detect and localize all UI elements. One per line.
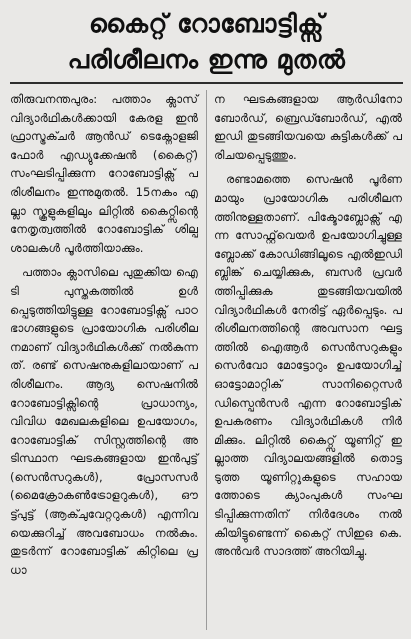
headline-line-1: കൈറ്റ് റോബോട്ടിക്സ്	[89, 9, 324, 38]
headline-line-2: പരിശീലനം ഇന്നു മുതൽ	[67, 45, 346, 74]
left-paragraph-2: പത്താം ക്ലാസിലെ പുതുക്കിയ ഐടി പുസ്തകത്തിൽ ഉൾപ്പെടുത്തിയിട്ടുള്ള റോബോട്ടിക്സ് പാഠഭാഗങ്ങളുടെ പ്രായോഗിക പരിശീലനമാണ് വിദ്യാർഥികൾക്ക് നൽകുന്നത്. രണ്ട് സെഷനുകളിലായാണ് പരിശീലനം. ആദ്യ സെഷനിൽ റോബോട്ടിക്സിന്റെ പ്രാധാന്യം, വിവിധ മേഖലകളിലെ ഉപയോഗം, റോബോട്ടിക് സിസ്റ്റത്തിന്റെ അടിസ്ഥാന ഘടകങ്ങളായ ഇൻപുട്ട് (സെൻസറുകൾ), പ്രോസസർ (മൈക്രോകൺട്രോളറുകൾ), ഔട്ട്പുട്ട് (ആക്ചുവേറ്ററുകൾ) എന്നിവയെക്കുറിച്ച് അവബോധം നൽകും. തുടർന്ന് റോബോട്ടിക് കിറ്റിലെ പ്രധാ	[10, 265, 198, 577]
left-column	[10, 90, 206, 630]
left-paragraph-1: തിരുവനന്തപുരം: പത്താം ക്ലാസ് വിദ്യാർഥികൾക്കായി കേരള ഇൻഫ്രാസ്ട്രക്ചർ ആൻഡ് ടെക്നോളജി ഫോർ എഡ്യുക്കേഷൻ (കൈറ്റ്) സംഘടിപ്പിക്കുന്ന റോബോട്ടിക്സ് പരിശീലനം ഇന്നുമുതൽ. 15നകം എല്ലാ സ്കൂളുകളിലും ലിറ്റിൽ കൈറ്റ്സിന്റെ നേതൃത്വത്തിൽ റോബോട്ടിക് ശില്പശാലകൾ പൂർത്തിയാക്കും.	[10, 92, 198, 255]
right-paragraph-2: രണ്ടാമത്തെ സെഷൻ പൂർണമായും പ്രായോഗിക പരിശീലനത്തിനുള്ളതാണ്. പിക്ടോബ്ലോക്സ് എന്ന സോഫ്റ്റ്‌വെയർ ഉപയോഗിച്ചുള്ള ബ്ലോക്ക് കോഡിങ്ങിലൂടെ എൽഇഡി ബ്ലിങ്ക് ചെയ്യിക്കുക, ബസർ പ്രവർത്തിപ്പിക്കുക തുടങ്ങിയവയിൽ വിദ്യാർഥികൾ നേരിട്ട് ഏർപ്പെടും. പരിശീലനത്തിന്റെ അവസാന ഘട്ടത്തിൽ ഐആർ സെൻസറുകളും സെർവോ മോട്ടോറും ഉപയോഗിച്ച് ഓട്ടോമാറ്റിക് സാനിറ്റൈസർ ഡിസ്പെൻസർ എന്ന റോബോട്ടിക് ഉപകരണം വിദ്യാർഥികൾ നിർമിക്കും. ലിറ്റിൽ കൈറ്റ്സ് യൂണിറ്റ് ഇല്ലാത്ത വിദ്യാലയങ്ങളിൽ തൊട്ടടുത്ത യൂണിറ്റുകളുടെ സഹായത്തോടെ ക്യാംപുകൾ സംഘടിപ്പിക്കുന്നതിന് നിർദേശം നൽകിയിട്ടുണ്ടെന്ന് കൈറ്റ് സിഇഒ കെ. അൻവർ സാദത്ത് അറിയിച്ചു.	[214, 172, 402, 559]
right-paragraph-1: ന ഘടകങ്ങളായ ആർഡിനോ ബോർഡ്, ബ്രെഡ്ബോർഡ്, എൽഇഡി തുടങ്ങിയവയെ കുട്ടികൾക്ക് പരിചയപ്പെടുത്തും.	[214, 92, 402, 162]
headline-rule	[10, 82, 403, 84]
column-divider	[206, 90, 207, 630]
article-body	[10, 90, 403, 630]
right-column	[206, 90, 402, 630]
